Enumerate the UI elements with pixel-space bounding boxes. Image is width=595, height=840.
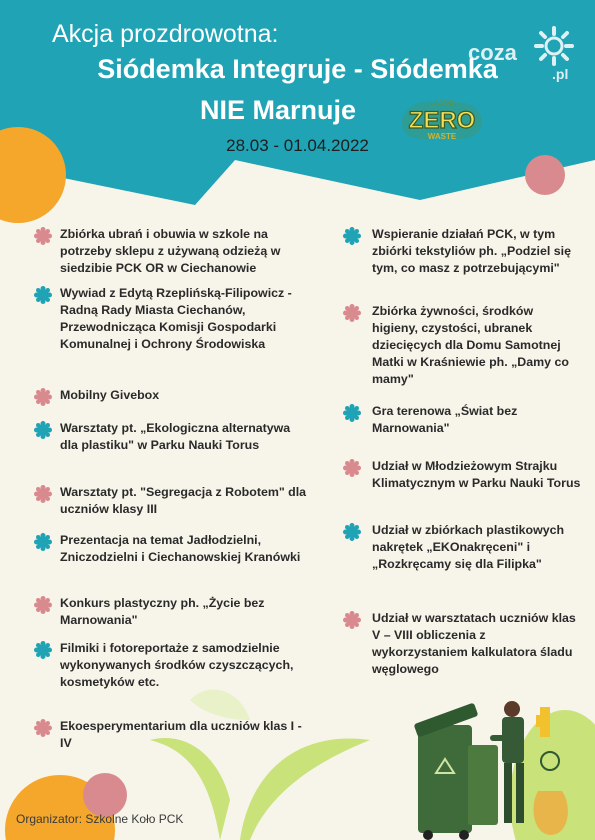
activity-item: Warsztaty pt. "Segregacja z Robotem" dla uczniów klasy III bbox=[60, 485, 307, 516]
bullet-flower-icon bbox=[34, 596, 52, 614]
bullet-flower-icon bbox=[34, 286, 52, 304]
subtitle: Akcja prozdrowotna: bbox=[52, 20, 279, 48]
activity-item: Zbiórka żywności, środków higieny, czystości, ubranek dziecięcych dla Domu Samotnej Matki w Kraśniewie ph. „Damy co mamy" bbox=[372, 304, 569, 386]
bullet-flower-icon bbox=[343, 227, 361, 245]
activity-item: Filmiki i fotoreportaże z samodzielnie wykonywanych środków czyszczących, kosmetyków etc. bbox=[60, 641, 294, 689]
activity-item: Gra terenowa „Świat bez Marnowania" bbox=[372, 404, 518, 435]
bullet-flower-icon bbox=[34, 641, 52, 659]
activity-item: Udział w zbiórkach plastikowych nakrętek „EKOnakręceni" i „Rozkręcamy się dla Filipka" bbox=[372, 523, 565, 571]
activity-item: Udział w warsztatach uczniów klas V – VIII obliczenia z wykorzystaniem kalkulatora śladu węglowego bbox=[372, 611, 576, 676]
watermark-suffix: .pl bbox=[552, 66, 569, 82]
bullet-flower-icon bbox=[34, 533, 52, 551]
activity-item: Zbiórka ubrań i obuwia w szkole na potrzeby sklepu z używaną odzieżą w siedzibie PCK OR w Ciechanowie bbox=[60, 227, 281, 275]
bullet-flower-icon bbox=[343, 404, 361, 422]
bullet-flower-icon bbox=[34, 388, 52, 406]
activity-item: Wywiad z Edytą Rzeplińską-Filipowicz - Radną Rady Miasta Ciechanów, Przewodnicząca Komisji Gospodarki Komunalnej i Ochrony Środowiska bbox=[60, 286, 292, 351]
activity-item: Wspieranie działań PCK, w tym zbiórki tekstyliów ph. „Podziel się tym, co masz z potrzebującymi" bbox=[372, 227, 571, 275]
activity-item: Udział w Młodzieżowym Strajku Klimatycznym w Parku Nauki Torus bbox=[372, 459, 581, 490]
event-dates: 28.03 - 01.04.2022 bbox=[226, 136, 369, 155]
bullet-flower-icon bbox=[34, 485, 52, 503]
badge-bottom-text: WASTE bbox=[427, 132, 457, 141]
page-title-line-2: NIE Marnuje bbox=[200, 95, 357, 125]
badge-main-text: ZERO bbox=[408, 107, 476, 134]
bullet-flower-icon bbox=[34, 421, 52, 439]
badge-top-text: LIVING bbox=[430, 100, 454, 107]
activity-item: Warsztaty pt. „Ekologiczna alternatywa dla plastiku" w Parku Nauki Torus bbox=[60, 421, 291, 452]
activity-item: Ekoesperymentarium dla uczniów klas I - IV bbox=[60, 719, 302, 750]
activity-item: Konkurs plastyczny ph. „Życie bez Marnowania" bbox=[60, 596, 265, 627]
activity-item: Prezentacja na temat Jadłodzielni, Zniczodzielni i Ciechanowskiej Kranówki bbox=[60, 533, 301, 564]
bullet-flower-icon bbox=[343, 523, 361, 541]
watermark-text: coza bbox=[468, 40, 517, 65]
bullet-flower-icon bbox=[34, 719, 52, 737]
bullet-flower-icon bbox=[343, 304, 361, 322]
page-title-line-1: Siódemka Integruje - Siódemka bbox=[97, 54, 498, 84]
bullet-flower-icon bbox=[343, 611, 361, 629]
bullet-flower-icon bbox=[34, 227, 52, 245]
bullet-flower-icon bbox=[343, 459, 361, 477]
activity-item: Mobilny Givebox bbox=[60, 388, 160, 402]
organizer-text: Organizator: Szkolne Koło PCK bbox=[16, 812, 184, 826]
recycling-worker-illustration bbox=[410, 695, 585, 840]
